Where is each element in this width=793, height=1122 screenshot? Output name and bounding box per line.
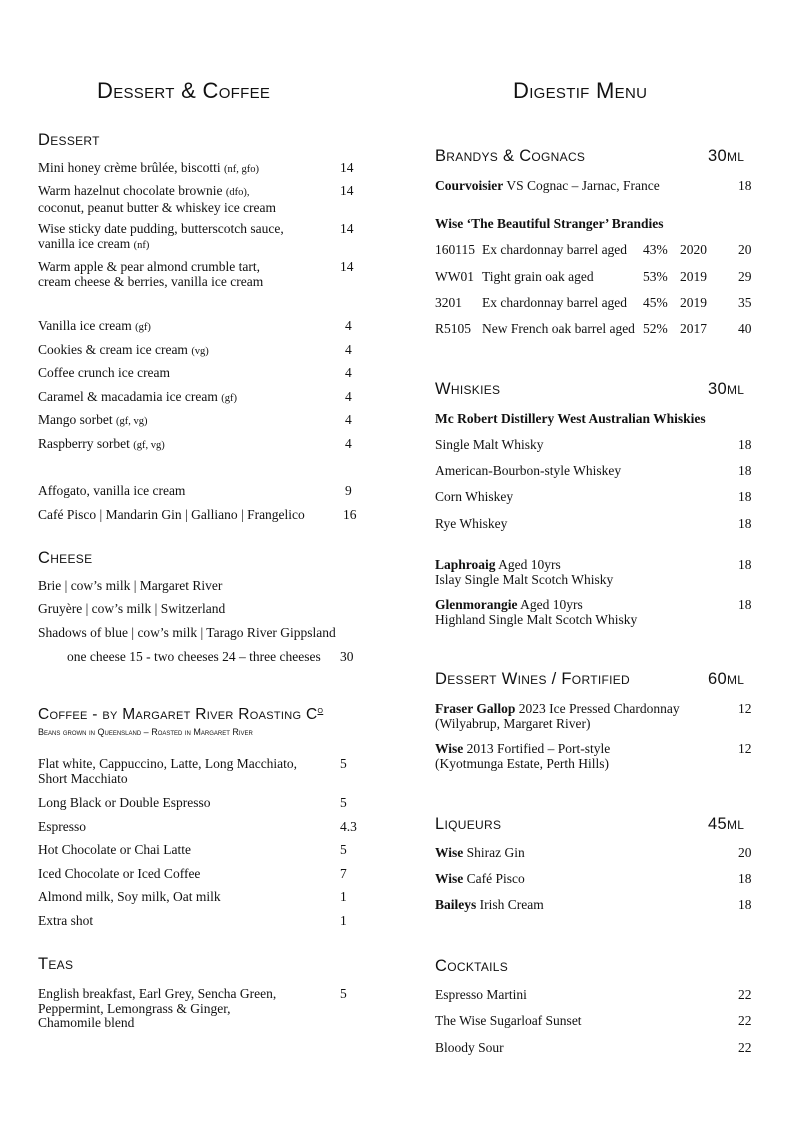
brandy-price: 20: [738, 242, 752, 257]
brandy-code: WW01: [435, 269, 474, 284]
whisky-item: American-Bourbon-style Whiskey: [435, 463, 622, 478]
brandys-heading: Brandys & Cognacs: [435, 147, 586, 165]
brandy-year: 2020: [680, 242, 707, 257]
icecream-price: 4: [345, 436, 352, 451]
cheese-pricing: one cheese 15 - two cheeses 24 – three cheeses: [67, 649, 321, 664]
whisky-item: Single Malt Whisky: [435, 437, 544, 452]
brandy-price: 29: [738, 269, 752, 284]
brandy-price: 40: [738, 321, 752, 336]
liqueur-item: Baileys Irish Cream: [435, 897, 544, 912]
coffee-price: 5: [340, 756, 347, 771]
coffee-item: Hot Chocolate or Chai Latte: [38, 842, 191, 857]
coffee-item: Long Black or Double Espresso: [38, 795, 211, 810]
icecream-price: 4: [345, 389, 352, 404]
coffee-item: Flat white, Cappuccino, Latte, Long Macchiato, Short Macchiato: [38, 756, 298, 786]
cocktail-price: 22: [738, 987, 752, 1002]
coffee-price: 1: [340, 913, 347, 928]
teas-price: 5: [340, 986, 347, 1001]
dessert-item: Mini honey crème brûlée, biscotti (nf, gfo): [38, 160, 259, 175]
liqueurs-measure: 45ml: [708, 815, 745, 833]
dessert-item: Warm apple & pear almond crumble tart, cream cheese & berries, vanilla ice cream: [38, 259, 264, 289]
glenmorangie-price: 18: [738, 597, 752, 612]
courvoisier-price: 18: [738, 178, 752, 193]
brandy-abv: 45%: [643, 295, 668, 310]
dessert-item-price: 14: [340, 160, 354, 175]
dessert-item-price: 14: [340, 221, 354, 236]
liqueurs-heading: Liqueurs: [435, 815, 502, 833]
dessert-heading: Dessert: [38, 131, 100, 149]
teas-item: English breakfast, Earl Grey, Sencha Green, Peppermint, Lemongrass & Ginger, Chamomile blend: [38, 986, 277, 1030]
brandy-year: 2019: [680, 295, 707, 310]
dessert-item: Warm hazelnut chocolate brownie (dfo), coconut, peanut butter & whiskey ice cream: [38, 183, 277, 215]
icecream-item: Mango sorbet (gf, vg): [38, 412, 148, 427]
brandy-desc: Tight grain oak aged: [482, 269, 594, 284]
dessert-item: Wise sticky date pudding, butterscotch sauce, vanilla ice cream (nf): [38, 221, 284, 251]
brandy-abv: 43%: [643, 242, 668, 257]
icecream-item: Vanilla ice cream (gf): [38, 318, 151, 333]
courvoisier-item: Courvoisier VS Cognac – Jarnac, France: [435, 178, 660, 193]
cocktail-price: 22: [738, 1040, 752, 1055]
cocktail-item: Bloody Sour: [435, 1040, 504, 1055]
whisky-item: Corn Whiskey: [435, 489, 514, 504]
liqueur-item: Wise Shiraz Gin: [435, 845, 525, 860]
dessert-wine-price: 12: [738, 741, 752, 756]
laphroaig-price: 18: [738, 557, 752, 572]
brandy-year: 2017: [680, 321, 707, 336]
cheese-item: Brie | cow’s milk | Margaret River: [38, 578, 223, 593]
whisky-price: 18: [738, 437, 752, 452]
coffee-price: 5: [340, 795, 347, 810]
dessert-item-price: 14: [340, 259, 354, 274]
brandy-abv: 53%: [643, 269, 668, 284]
coffee-subheading: Beans grown in Queensland – Roasted in Margaret River: [38, 727, 253, 737]
brandy-desc: Ex chardonnay barrel aged: [482, 295, 628, 310]
brandy-price: 35: [738, 295, 752, 310]
coffee-item: Iced Chocolate or Iced Coffee: [38, 866, 201, 881]
dessert-extra-price: 9: [345, 483, 352, 498]
whiskies-heading: Whiskies: [435, 380, 501, 398]
whisky-price: 18: [738, 516, 752, 531]
brandy-year: 2019: [680, 269, 707, 284]
teas-heading: Teas: [38, 955, 74, 973]
dessert-wine-price: 12: [738, 701, 752, 716]
dessert-wine-item: Fraser Gallop 2023 Ice Pressed Chardonnay (Wilyabrup, Margaret River): [435, 701, 680, 731]
whisky-item: Rye Whiskey: [435, 516, 508, 531]
wise-brandies-heading: Wise ‘The Beautiful Stranger’ Brandies: [435, 216, 664, 231]
cheese-pricing-value: 30: [340, 649, 354, 664]
cocktail-item: The Wise Sugarloaf Sunset: [435, 1013, 582, 1028]
cheese-heading: Cheese: [38, 549, 93, 567]
whisky-price: 18: [738, 489, 752, 504]
coffee-item: Espresso: [38, 819, 86, 834]
dessert-wine-item: Wise 2013 Fortified – Port-style (Kyotmunga Estate, Perth Hills): [435, 741, 611, 771]
dessert-wines-measure: 60ml: [708, 670, 745, 688]
brandy-desc: New French oak barrel aged: [482, 321, 635, 336]
dessert-wines-heading: Dessert Wines / Fortified: [435, 670, 630, 688]
brandys-measure: 30ml: [708, 147, 745, 165]
mcrobert-heading: Mc Robert Distillery West Australian Whiskies: [435, 411, 706, 426]
icecream-price: 4: [345, 342, 352, 357]
brandy-code: R5105: [435, 321, 472, 336]
liqueur-item: Wise Café Pisco: [435, 871, 525, 886]
brandy-abv: 52%: [643, 321, 668, 336]
dessert-extra-item: Café Pisco | Mandarin Gin | Galliano | Frangelico: [38, 507, 305, 522]
coffee-price: 4.3: [340, 819, 357, 834]
icecream-price: 4: [345, 365, 352, 380]
right-page-title: Digestif Menu: [513, 78, 648, 103]
left-page-title: Dessert & Coffee: [97, 78, 271, 103]
coffee-price: 1: [340, 889, 347, 904]
brandy-code: 160115: [435, 242, 475, 257]
cheese-item: Gruyère | cow’s milk | Switzerland: [38, 601, 226, 616]
whisky-price: 18: [738, 463, 752, 478]
cocktail-price: 22: [738, 1013, 752, 1028]
whiskies-measure: 30ml: [708, 380, 745, 398]
dessert-extra-price: 16: [343, 507, 357, 522]
icecream-price: 4: [345, 318, 352, 333]
brandy-desc: Ex chardonnay barrel aged: [482, 242, 628, 257]
glenmorangie-item: Glenmorangie Aged 10yrs Highland Single Malt Scotch Whisky: [435, 597, 638, 627]
dessert-extra-item: Affogato, vanilla ice cream: [38, 483, 186, 498]
coffee-price: 5: [340, 842, 347, 857]
dessert-item-price: 14: [340, 183, 354, 198]
icecream-price: 4: [345, 412, 352, 427]
brandy-code: 3201: [435, 295, 462, 310]
icecream-item: Caramel & macadamia ice cream (gf): [38, 389, 238, 404]
cheese-item: Shadows of blue | cow’s milk | Tarago River Gippsland: [38, 625, 336, 640]
laphroaig-item: Laphroaig Aged 10yrs Islay Single Malt Scotch Whisky: [435, 557, 614, 587]
icecream-item: Cookies & cream ice cream (vg): [38, 342, 209, 357]
icecream-item: Coffee crunch ice cream: [38, 365, 171, 380]
icecream-item: Raspberry sorbet (gf, vg): [38, 436, 165, 451]
liqueur-price: 18: [738, 897, 752, 912]
liqueur-price: 18: [738, 871, 752, 886]
coffee-price: 7: [340, 866, 347, 881]
coffee-heading: Coffee - by Margaret River Roasting $C^o$: [38, 705, 324, 724]
liqueur-price: 20: [738, 845, 752, 860]
cocktails-heading: Cocktails: [435, 957, 509, 975]
cocktail-item: Espresso Martini: [435, 987, 527, 1002]
coffee-item: Extra shot: [38, 913, 94, 928]
coffee-item: Almond milk, Soy milk, Oat milk: [38, 889, 221, 904]
